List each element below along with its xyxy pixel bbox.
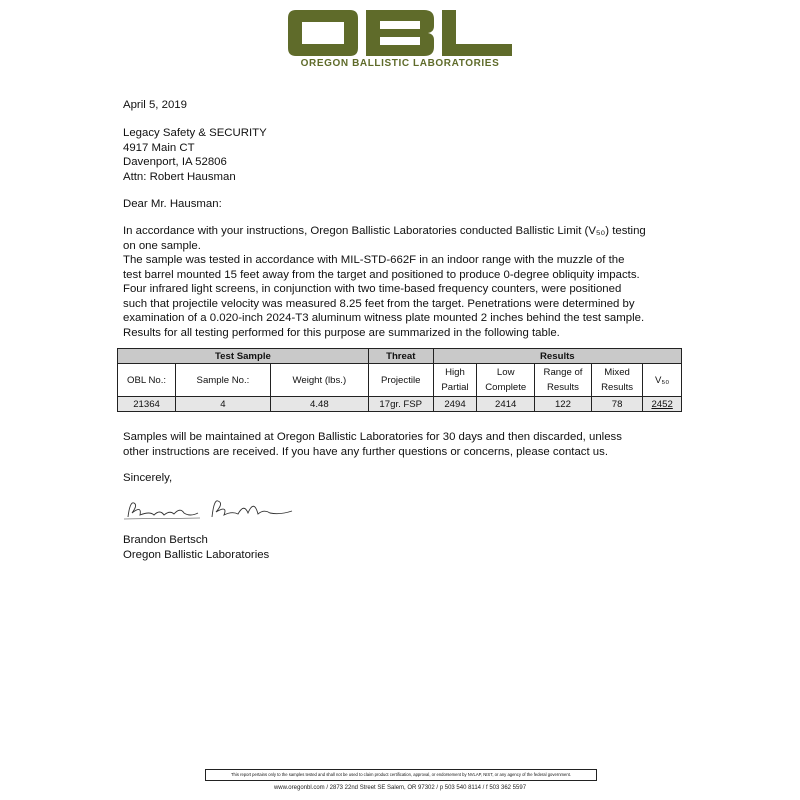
header-range	[535, 364, 592, 397]
header-high-partial	[433, 364, 477, 397]
letter-date: April 5, 2019	[123, 99, 187, 111]
address-line: Legacy Safety & SECURITY	[123, 127, 267, 139]
company-name: OREGON BALLISTIC LABORATORIES	[300, 58, 500, 69]
header-text: High	[445, 367, 465, 378]
cell-obl-no: 21364	[118, 397, 176, 412]
signer-name: Brandon Bertsch	[123, 534, 208, 546]
closing-line: Samples will be maintained at Oregon Ballistic Laboratories for 30 days and then discarded, unless	[123, 431, 622, 443]
closing-line: other instructions are received. If you have any further questions or concerns, please contact us.	[123, 445, 608, 458]
address-line: Attn: Robert Hausman	[123, 170, 236, 183]
signature	[120, 495, 295, 525]
body-line: Four infrared light screens, in conjunction with two time-based frequency counters, were positioned	[123, 283, 622, 295]
body-line: such that projectile velocity was measured 8.25 feet from the target. Penetrations were determined by	[123, 297, 635, 310]
table-group-row	[118, 349, 682, 364]
cell-projectile: 17gr. FSP	[368, 397, 433, 412]
results-table	[117, 348, 682, 412]
address-line: Davenport, IA 52806	[123, 156, 227, 168]
header-text: Complete	[485, 382, 527, 393]
header-weight: Weight (lbs.)	[270, 364, 368, 397]
cell-weight: 4.48	[270, 397, 368, 412]
signer-org: Oregon Ballistic Laboratories	[123, 548, 270, 561]
header-text: Mixed	[604, 367, 630, 378]
header-projectile: Projectile	[368, 364, 433, 397]
body-line: In accordance with your instructions, Oregon Ballistic Laboratories conducted Ballistic Limit (V₅₀) testing	[123, 225, 646, 237]
letter-body	[123, 224, 646, 340]
header-v50: V₅₀	[643, 364, 682, 397]
table-header-row	[118, 364, 682, 397]
header-obl-no: OBL No.:	[118, 364, 176, 397]
footer-contact: www.oregonbl.com / 2873 22nd Street SE Salem, OR 97302 / p 503 540 8114 / f 503 362 5597	[273, 785, 527, 791]
header-low-complete	[477, 364, 535, 397]
group-test-sample: Test Sample	[118, 349, 369, 364]
cell-high-partial: 2494	[433, 397, 477, 412]
header-mixed	[591, 364, 642, 397]
signer-block	[123, 533, 269, 562]
closing-paragraph	[123, 430, 622, 459]
header-text: Range of	[543, 367, 583, 378]
group-results: Results	[433, 349, 681, 364]
cell-sample-no: 4	[176, 397, 271, 412]
header-text: Results	[546, 382, 579, 393]
header-text: Results	[601, 382, 634, 393]
body-line: test barrel mounted 15 feet away from the target and positioned to produce 0-degree obliquity impacts.	[123, 268, 640, 281]
cell-low-complete: 2414	[477, 397, 535, 412]
header-sample-no: Sample No.:	[176, 364, 271, 397]
body-line: Results for all testing performed for this purpose are summarized in the following table.	[123, 326, 560, 339]
salutation: Dear Mr. Hausman:	[123, 198, 222, 210]
disclaimer: This report pertains only to the samples tested and shall not be used to claim product certification, approval, or endorsement by NVLAP, NIST, or any agency of the federal government.	[205, 769, 597, 781]
header-text: Partial	[441, 382, 469, 393]
address-line: 4917 Main CT	[123, 141, 195, 154]
recipient-address	[123, 126, 267, 184]
group-threat: Threat	[368, 349, 433, 364]
body-line: examination of a 0.020-inch 2024-T3 aluminum witness plate mounted 2 inches behind the test sample.	[123, 312, 645, 324]
header-text: Low	[496, 367, 515, 378]
cell-range: 122	[535, 397, 592, 412]
sign-off: Sincerely,	[123, 472, 173, 484]
table-row	[118, 397, 682, 412]
body-line: The sample was tested in accordance with MIL-STD-662F in an indoor range with the muzzle of the	[123, 254, 625, 266]
cell-v50: 2452	[643, 397, 682, 412]
cell-mixed: 78	[591, 397, 642, 412]
body-line: on one sample.	[123, 239, 201, 252]
